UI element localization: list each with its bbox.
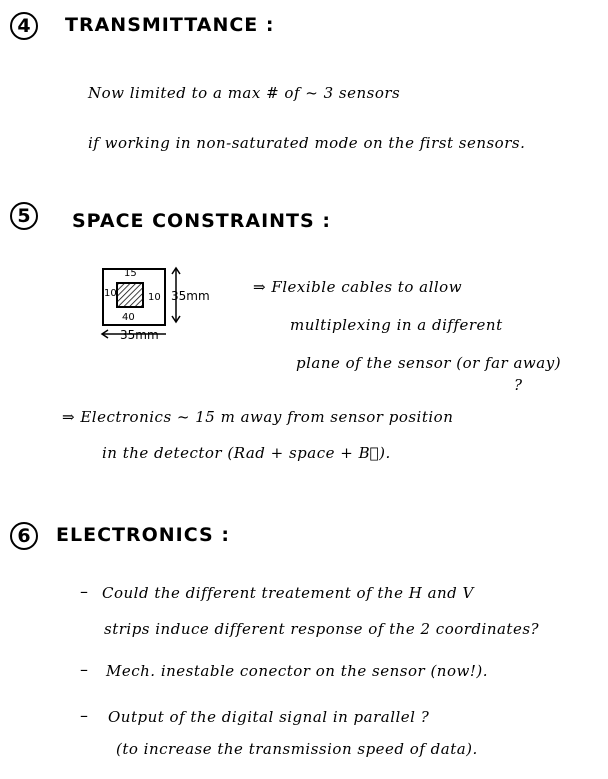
electronics-item-1-line-1: Could the different treatement of the H and V xyxy=(102,584,474,602)
transmittance-line-2: if working in non-saturated mode on the first sensors. xyxy=(88,134,526,152)
electronics-distance-line-1: ⇒ Electronics ~ 15 m away from sensor position xyxy=(62,408,454,426)
flex-cable-line-1: ⇒ Flexible cables to allow xyxy=(253,278,463,296)
flex-cable-line-3: plane of the sensor (or far away) xyxy=(296,354,562,372)
electronics-item-1-line-2: strips induce different response of the 2 coordinates? xyxy=(104,620,540,638)
flex-cable-line-2: multiplexing in a different xyxy=(290,316,503,334)
electronics-item-3-line-2: (to increase the transmission speed of data). xyxy=(116,740,478,758)
diagram-label-width: 35mm xyxy=(120,328,159,342)
diagram-label-inner-bottom: 40 xyxy=(122,312,135,323)
flex-cable-question: ? xyxy=(514,376,523,394)
sensor-active-area xyxy=(117,283,143,307)
section-title-space-constraints: SPACE CONSTRAINTS : xyxy=(72,210,331,232)
electronics-item-3-line-1: Output of the digital signal in parallel ? xyxy=(108,708,430,726)
bullet-dash-1: – xyxy=(80,582,88,601)
section-number-6: 6 xyxy=(10,522,38,550)
section-number-5: 5 xyxy=(10,202,38,230)
diagram-label-height: 35mm xyxy=(171,289,210,303)
transmittance-line-1: Now limited to a max # of ~ 3 sensors xyxy=(88,84,401,102)
electronics-item-2-line-1: Mech. inestable conector on the sensor (now!). xyxy=(106,662,488,680)
diagram-label-inner-left: 10 xyxy=(104,288,117,299)
section-number-4: 4 xyxy=(10,12,38,40)
bullet-dash-2: – xyxy=(80,660,88,679)
diagram-label-inner-top: 15 xyxy=(124,268,137,279)
electronics-distance-line-2: in the detector (Rad + space + B⃗). xyxy=(102,444,391,462)
bullet-dash-3: – xyxy=(80,706,88,725)
section-title-transmittance: TRANSMITTANCE : xyxy=(65,14,275,36)
diagram-label-inner-right: 10 xyxy=(148,292,161,303)
section-title-electronics: ELECTRONICS : xyxy=(56,524,230,546)
